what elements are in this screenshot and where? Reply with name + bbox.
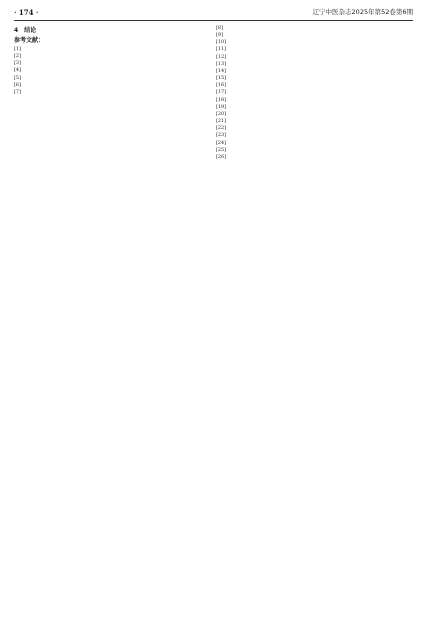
references-left [14,46,206,96]
reference-item [14,89,206,96]
reference-item [14,82,206,89]
reference-item [14,53,206,60]
journal-title: 辽宁中医杂志2025年第52卷第6期 [312,8,413,16]
reference-number: [23] [216,132,227,139]
reference-number: [10] [216,39,227,46]
reference-text [230,147,413,154]
reference-item [216,132,413,139]
reference-item [216,147,413,154]
reference-text [230,140,413,147]
reference-number: [4] [14,67,21,74]
reference-number: [18] [216,96,227,103]
reference-text [230,154,413,161]
reference-number: [25] [216,146,227,153]
reference-number: [21] [216,118,227,125]
references-heading: 参考文献： [14,37,45,44]
reference-number: [19] [216,103,227,110]
reference-text [230,25,413,32]
reference-text [230,82,413,89]
reference-text [28,89,206,96]
reference-item [216,68,413,75]
reference-number: [17] [216,89,227,96]
reference-number: [5] [14,74,21,81]
reference-item [216,61,413,68]
reference-number: [22] [216,125,227,132]
reference-number: [7] [14,88,21,95]
reference-text [28,46,206,53]
reference-text [230,75,413,82]
reference-text [230,97,413,104]
reference-text [230,104,413,111]
reference-text [28,67,206,74]
reference-item [14,75,206,82]
reference-number: [12] [216,53,227,60]
reference-item [216,75,413,82]
header-rule [14,20,413,21]
reference-item [216,125,413,132]
reference-item [216,54,413,61]
reference-item [14,67,206,74]
reference-item [216,111,413,118]
reference-text [230,132,413,139]
reference-item [14,46,206,53]
reference-text [230,32,413,39]
reference-text [28,53,206,60]
reference-number: [15] [216,75,227,82]
reference-text [230,118,413,125]
reference-number: [24] [216,139,227,146]
reference-item [216,32,413,39]
reference-item [216,82,413,89]
reference-number: [6] [14,81,21,88]
reference-text [230,46,413,53]
reference-text [28,75,206,82]
conclusion-heading: 4 结论 [14,27,37,34]
reference-item [216,104,413,111]
reference-text [230,68,413,75]
reference-item [216,154,413,161]
reference-number: [1] [14,46,21,52]
reference-number: [16] [216,82,227,89]
reference-number: [14] [216,67,227,74]
reference-number: [8] [216,25,223,31]
reference-number: [20] [216,110,227,117]
reference-text [230,54,413,61]
reference-text [230,125,413,132]
page-number: · 174 · [14,8,39,17]
reference-item [216,89,413,96]
reference-number: [11] [216,46,227,53]
reference-item [216,39,413,46]
reference-item [216,118,413,125]
reference-item [216,25,413,32]
reference-text [230,61,413,68]
reference-item [216,97,413,104]
reference-item [14,60,206,67]
reference-number: [26] [216,153,227,160]
running-header [14,6,413,19]
reference-number: [2] [14,53,21,60]
right-column [216,25,413,614]
reference-text [230,111,413,118]
reference-item [216,140,413,147]
reference-item [216,46,413,53]
left-column [14,25,206,614]
reference-text [230,89,413,96]
reference-number: [13] [216,60,227,67]
reference-number: [3] [14,60,21,67]
reference-text [230,39,413,46]
reference-number: [9] [216,32,223,39]
reference-text [28,82,206,89]
reference-text [28,60,206,67]
